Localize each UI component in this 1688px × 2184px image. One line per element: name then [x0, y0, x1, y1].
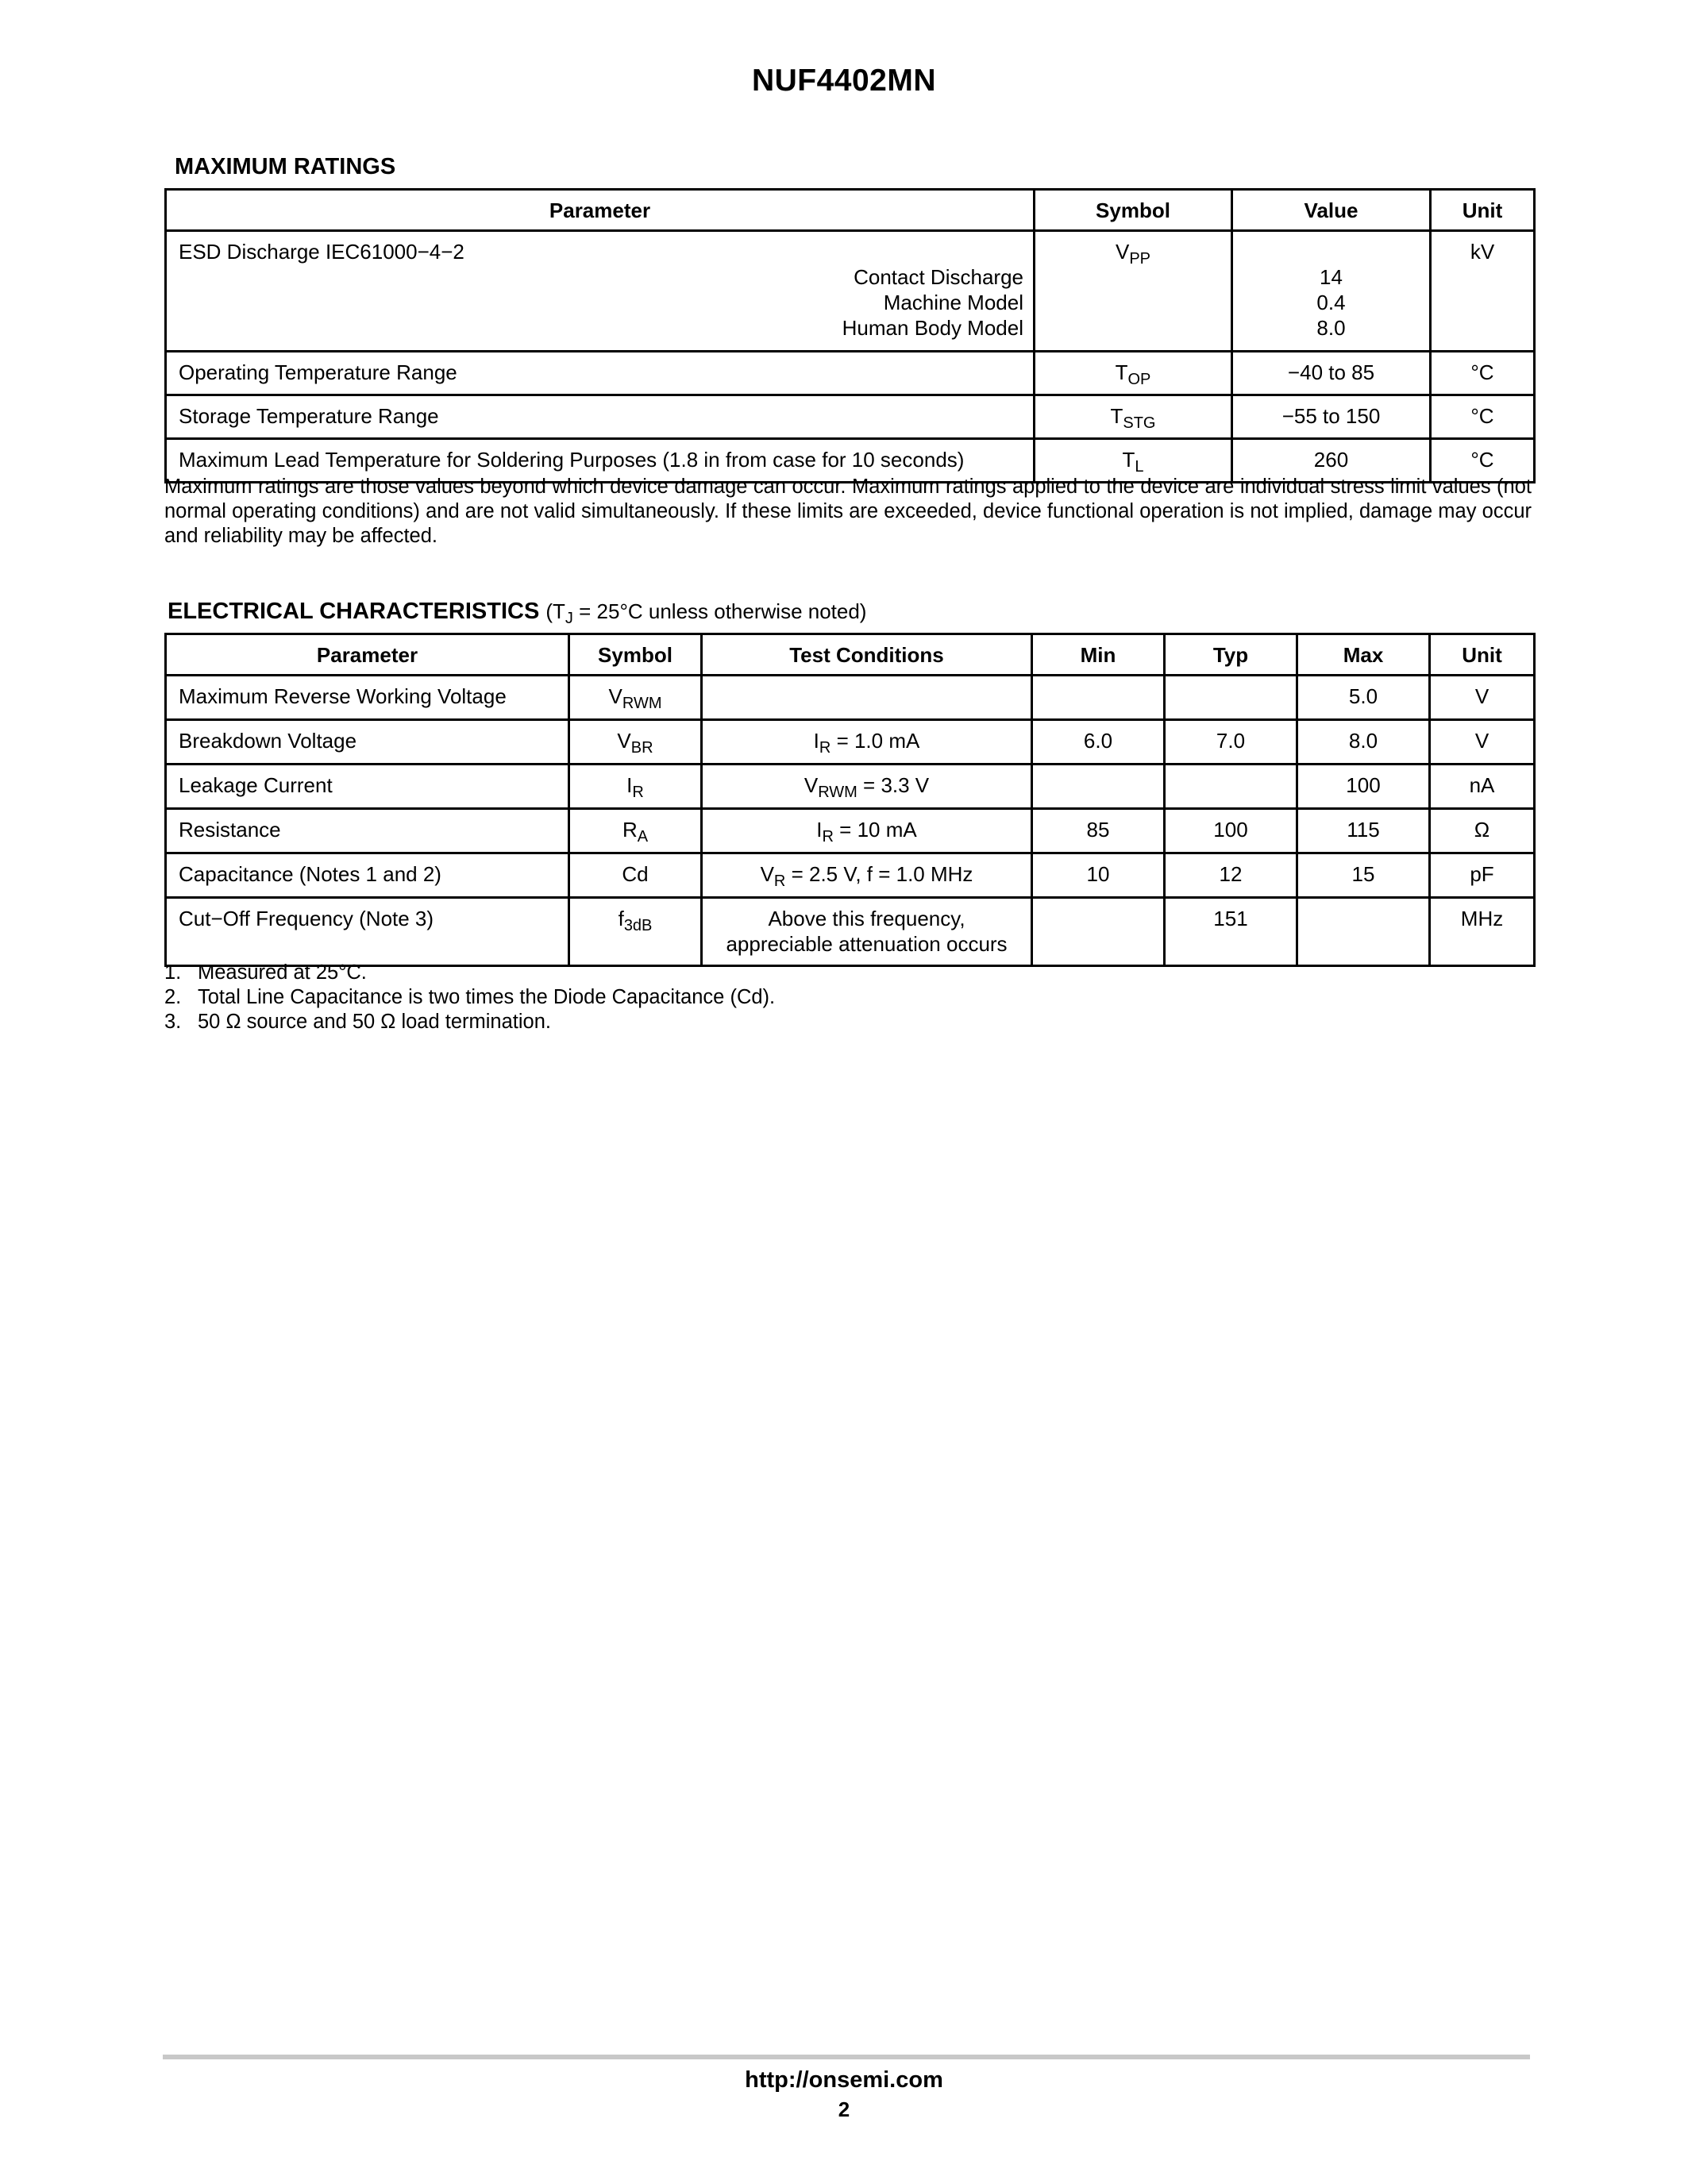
max-cell: 8.0	[1297, 720, 1430, 765]
param-cell: Capacitance (Notes 1 and 2)	[166, 853, 569, 898]
table-row	[166, 352, 1535, 395]
table-row	[166, 676, 1535, 720]
col-header: Parameter	[166, 190, 1035, 231]
unit-cell: °C	[1431, 439, 1535, 483]
esd-param: ESD Discharge IEC61000−4−2	[179, 240, 464, 264]
test-cond-cell	[702, 898, 1032, 966]
esd-sub-label: Machine Model	[883, 291, 1023, 314]
value-cell	[1232, 231, 1431, 352]
symbol-cell: $I_R$	[569, 765, 702, 809]
footnote: 3. 50 Ω source and 50 Ω load termination.	[164, 1011, 551, 1033]
unit-cell: °C	[1431, 352, 1535, 395]
page-title: NUF4402MN	[751, 64, 937, 98]
table-row	[166, 395, 1535, 439]
value-cell: 260	[1232, 439, 1431, 483]
typ-cell: 12	[1165, 853, 1297, 898]
test-cond-cell: $I_R = 10$ mA	[702, 809, 1032, 853]
min-cell: 85	[1032, 809, 1165, 853]
symbol-base: V	[1115, 240, 1130, 264]
param-cell: Storage Temperature Range	[166, 395, 1035, 439]
param-cell: Operating Temperature Range	[166, 352, 1035, 395]
symbol-cell: $T_L$	[1035, 439, 1232, 483]
footer-url[interactable]: http://onsemi.com	[745, 2067, 943, 2093]
symbol-cell: $V_{BR}$	[569, 720, 702, 765]
table-header-row	[166, 634, 1535, 676]
max-cell: 100	[1297, 765, 1430, 809]
max-ratings-table	[164, 188, 1536, 483]
param-cell: Leakage Current	[166, 765, 569, 809]
test-cond-cell: $V_R = 2.5$ V, f = 1.0 MHz	[702, 853, 1032, 898]
symbol-sub: PP	[1129, 250, 1151, 268]
unit-cell: MHz	[1430, 898, 1535, 966]
typ-cell: 7.0	[1165, 720, 1297, 765]
test-cond-cell: $I_R = 1.0$ mA	[702, 720, 1032, 765]
col-header: Unit	[1431, 190, 1535, 231]
unit-cell: °C	[1431, 395, 1535, 439]
max-cell: 15	[1297, 853, 1430, 898]
elec-condition: ($T_J = 25^\circ C$ unless otherwise noted)	[545, 599, 867, 627]
symbol-cell: $V_{RWM}$	[569, 676, 702, 720]
col-header: Parameter	[166, 634, 569, 676]
max-cell: 115	[1297, 809, 1430, 853]
table-row	[166, 720, 1535, 765]
value-cell: −55 to 150	[1232, 395, 1431, 439]
table-header-row	[166, 190, 1535, 231]
esd-sub-label: Human Body Model	[842, 316, 1023, 340]
col-header: Symbol	[569, 634, 702, 676]
symbol-cell: $T_{STG}$	[1035, 395, 1232, 439]
col-header: Max	[1297, 634, 1430, 676]
elec-title-text: ELECTRICAL CHARACTERISTICS	[168, 599, 540, 624]
max-ratings-note: Maximum ratings are those values beyond which device damage can occur. Maximum ratings applied to the device are individual stress limit values (not normal operating conditions) and are not valid simultaneously. If these limits are exceeded, device functional operation is not implied, damage may occur and reliability may be affected.	[164, 476, 1532, 547]
symbol-cell: Cd	[569, 853, 702, 898]
table-row	[166, 898, 1535, 966]
table-row	[166, 765, 1535, 809]
elec-char-title	[168, 599, 866, 625]
test-cond-cell	[702, 676, 1032, 720]
param-cell: Breakdown Voltage	[166, 720, 569, 765]
table-row	[166, 853, 1535, 898]
col-header: Min	[1032, 634, 1165, 676]
min-cell: 10	[1032, 853, 1165, 898]
max-cell	[1297, 898, 1430, 966]
col-header: Unit	[1430, 634, 1535, 676]
footnote: 2. Total Line Capacitance is two times the Diode Capacitance (Cd).	[164, 986, 776, 1008]
footnotes	[164, 961, 775, 1034]
esd-param-cell	[166, 231, 1035, 352]
typ-cell: 151	[1165, 898, 1297, 966]
param-cell: Maximum Lead Temperature for Soldering Purposes (1.8 in from case for 10 seconds)	[166, 439, 1035, 483]
max-cell: 5.0	[1297, 676, 1430, 720]
min-cell	[1032, 898, 1165, 966]
param-cell: Maximum Reverse Working Voltage	[166, 676, 569, 720]
symbol-cell: $R_A$	[569, 809, 702, 853]
param-cell: Resistance	[166, 809, 569, 853]
footnote: 1. Measured at 25°C.	[164, 961, 367, 984]
col-header: Value	[1232, 190, 1431, 231]
param-cell: Cut−Off Frequency (Note 3)	[166, 898, 569, 966]
table-row	[166, 231, 1535, 352]
table-row	[166, 809, 1535, 853]
unit-cell: pF	[1430, 853, 1535, 898]
unit-cell: V	[1430, 720, 1535, 765]
max-ratings-title: MAXIMUM RATINGS	[175, 154, 396, 179]
esd-sub-label: Contact Discharge	[854, 265, 1023, 289]
unit-cell: Ω	[1430, 809, 1535, 853]
test-cond-line: Above this frequency,	[768, 907, 965, 930]
typ-cell: 100	[1165, 809, 1297, 853]
elec-char-table	[164, 633, 1536, 967]
value: 14	[1320, 265, 1343, 289]
col-header: Test Conditions	[702, 634, 1032, 676]
symbol-cell	[1035, 231, 1232, 352]
col-header: Symbol	[1035, 190, 1232, 231]
footer-divider	[163, 2055, 1530, 2059]
unit-cell: nA	[1430, 765, 1535, 809]
unit-cell: kV	[1431, 231, 1535, 352]
page-number: 2	[838, 2097, 850, 2121]
symbol-cell: $f_{3dB}$	[569, 898, 702, 966]
test-cond-cell: $V_{RWM} = 3.3$ V	[702, 765, 1032, 809]
value: 8.0	[1316, 316, 1346, 340]
unit-cell: V	[1430, 676, 1535, 720]
min-cell: 6.0	[1032, 720, 1165, 765]
test-cond-line: appreciable attenuation occurs	[726, 932, 1008, 956]
typ-cell	[1165, 765, 1297, 809]
value: 0.4	[1316, 291, 1346, 314]
symbol-cell: $T_{OP}$	[1035, 352, 1232, 395]
value-cell: −40 to 85	[1232, 352, 1431, 395]
typ-cell	[1165, 676, 1297, 720]
min-cell	[1032, 765, 1165, 809]
col-header: Typ	[1165, 634, 1297, 676]
min-cell	[1032, 676, 1165, 720]
